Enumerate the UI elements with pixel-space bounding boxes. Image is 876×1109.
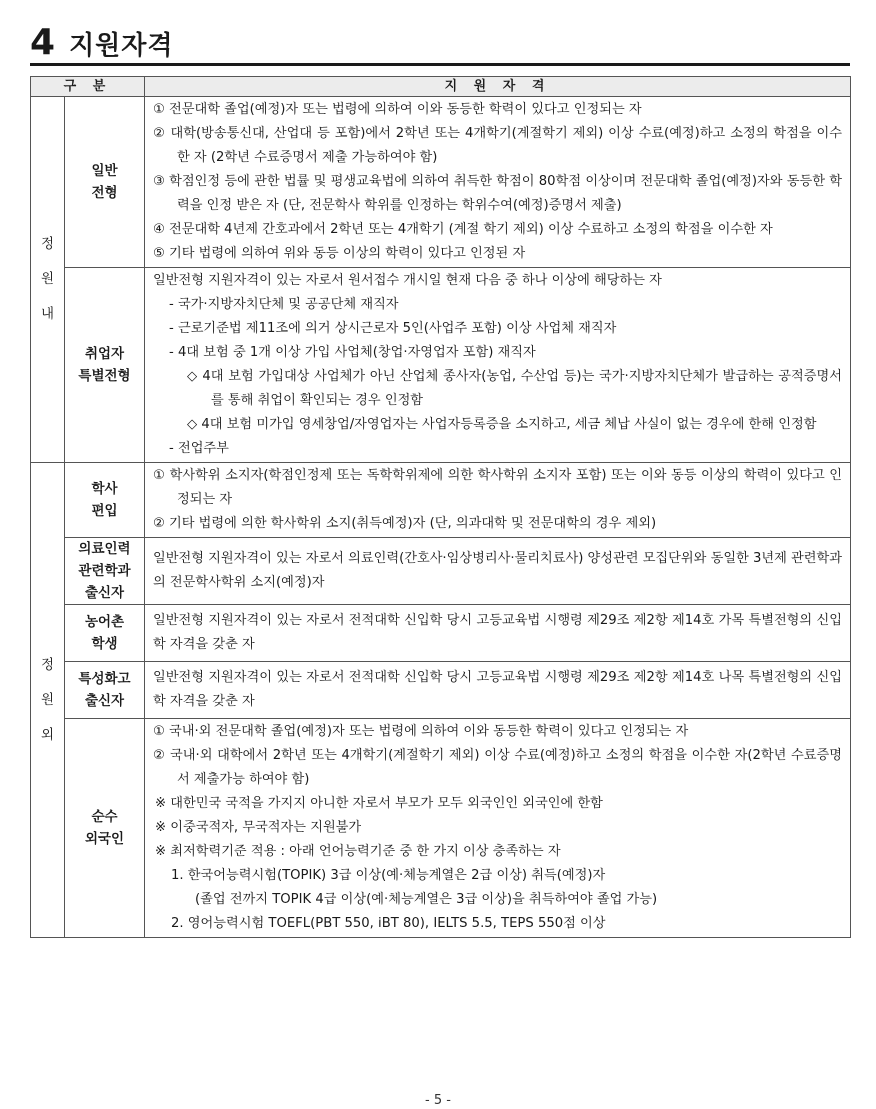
language-item: 1. 한국어능력시험(TOPIK) 3급 이상(예·체능계열은 2급 이상) 취득(예정)자: [171, 868, 606, 883]
table-row-employed: [31, 268, 851, 463]
category-in-quota: 정 원 내: [31, 97, 65, 463]
list-item: - 국가·지방자치단체 및 공공단체 재직자: [169, 297, 399, 312]
type-rural: 농어촌 학생: [65, 605, 145, 662]
list-item: - 4대 보험 중 1개 이상 가입 사업체(창업·자영업자 포함) 재직자: [169, 345, 536, 360]
qualification-table: [30, 76, 851, 938]
list-item: ◇ 4대 보험 가입대상 사업체가 아닌 산업체 종사자(농업, 수산업 등)는 국가·지방자치단체가 발급하는 공적증명서를 통해 취업이 확인되는 경우 인정함: [187, 369, 842, 408]
list-item: ⑤ 기타 법령에 의하여 위와 동등 이상의 학력이 있다고 인정된 자: [153, 246, 526, 261]
section-number: 4: [30, 22, 56, 63]
list-item: - 근로기준법 제11조에 의거 상시근로자 5인(사업주 포함) 이상 사업체 재직자: [169, 321, 617, 336]
list-item: ③ 학점인정 등에 관한 법률 및 평생교육법에 의하여 취득한 학점이 80학점 이상이며 전문대학 졸업(예정)자와 동등한 학력을 인정 받은 자 (단, 전문학사 학위를 인정하는 학위수여(예정)증명서 제출): [153, 174, 842, 213]
table-row-vocational: [31, 662, 851, 719]
category-out-quota: 정 원 외: [31, 463, 65, 938]
type-bachelor-transfer: 학사 편입: [65, 463, 145, 538]
table-row-general: [31, 97, 851, 268]
language-subnote: (졸업 전까지 TOPIK 4급 이상(예·체능계열은 3급 이상)을 취득하여야 졸업 가능): [195, 892, 658, 907]
medical-qualifications: [145, 538, 851, 605]
type-vocational: 특성화고 출신자: [65, 662, 145, 719]
list-item: ① 전문대학 졸업(예정)자 또는 법령에 의하여 이와 동등한 학력이 있다고 인정되는 자: [153, 102, 642, 117]
title-underline: [30, 63, 850, 66]
general-qualifications: [145, 97, 851, 268]
list-item: ① 국내·외 전문대학 졸업(예정)자 또는 법령에 의하여 이와 동등한 학력이 있다고 인정되는 자: [153, 724, 689, 739]
note-item: ※ 이중국적자, 무국적자는 지원불가: [155, 820, 362, 835]
list-item: ◇ 4대 보험 미가입 영세창업/자영업자는 사업자등록증을 소지하고, 세금 체납 사실이 없는 경우에 한해 인정함: [187, 417, 817, 432]
type-medical: 의료인력 관련학과 출신자: [65, 538, 145, 605]
table-row-rural: [31, 605, 851, 662]
section-title: [30, 22, 174, 63]
vocational-qualifications: [145, 662, 851, 719]
rural-qualifications: [145, 605, 851, 662]
header-category: 구 분: [31, 77, 145, 97]
foreigner-qualifications: [145, 719, 851, 938]
page-number: - 5 -: [425, 1093, 451, 1108]
header-qualification: 지 원 자 격: [145, 77, 851, 97]
body-text: 일반전형 지원자격이 있는 자로서 전적대학 신입학 당시 고등교육법 시행령 제29조 제2항 제14호 나목 특별전형의 신입학 자격을 갖춘 자: [153, 670, 842, 709]
note-item: ※ 최저학력기준 적용 : 아래 언어능력기준 중 한 가지 이상 충족하는 자: [155, 844, 561, 859]
table-row-bachelor-transfer: [31, 463, 851, 538]
language-item: 2. 영어능력시험 TOEFL(PBT 550, iBT 80), IELTS 5.5, TEPS 550점 이상: [171, 916, 606, 931]
type-foreigner: 순수 외국인: [65, 719, 145, 938]
bachelor-qualifications: [145, 463, 851, 538]
table-header-row: [31, 77, 851, 97]
list-item: - 전업주부: [169, 441, 229, 456]
type-general: 일반 전형: [65, 97, 145, 268]
list-item: ④ 전문대학 4년제 간호과에서 2학년 또는 4개학기 (계절 학기 제외) 이상 수료하고 소정의 학점을 이수한 자: [153, 222, 773, 237]
body-text: 일반전형 지원자격이 있는 자로서 전적대학 신입학 당시 고등교육법 시행령 제29조 제2항 제14호 가목 특별전형의 신입학 자격을 갖춘 자: [153, 613, 842, 652]
employed-qualifications: [145, 268, 851, 463]
list-item: ② 대학(방송통신대, 산업대 등 포함)에서 2학년 또는 4개학기(계절학기 제외) 이상 수료(예정)하고 소정의 학점을 이수한 자 (2학년 수료증명서 제출 가능하여야 함): [153, 126, 842, 165]
intro-text: 일반전형 지원자격이 있는 자로서 원서접수 개시일 현재 다음 중 하나 이상에 해당하는 자: [153, 273, 662, 288]
list-item: ② 국내·외 대학에서 2학년 또는 4개학기(계절학기 제외) 이상 수료(예정)하고 소정의 학점을 이수한 자(2학년 수료증명서 제출가능 하여야 함): [153, 748, 842, 787]
type-employed: 취업자 특별전형: [65, 268, 145, 463]
list-item: ② 기타 법령에 의한 학사학위 소지(취득예정)자 (단, 의과대학 및 전문대학의 경우 제외): [153, 516, 657, 531]
body-text: 일반전형 지원자격이 있는 자로서 의료인력(간호사·임상병리사·물리치료사) 양성관련 모집단위와 동일한 3년제 관련학과의 전문학사학위 소지(예정)자: [153, 551, 843, 590]
note-item: ※ 대한민국 국적을 가지지 아니한 자로서 부모가 모두 외국인인 외국인에 한함: [155, 796, 603, 811]
section-heading: 지원자격: [69, 31, 174, 61]
list-item: ① 학사학위 소지자(학점인정제 또는 독학학위제에 의한 학사학위 소지자 포함) 또는 이와 동등 이상의 학력이 있다고 인정되는 자: [153, 468, 842, 507]
table-row-medical: [31, 538, 851, 605]
table-row-foreigner: [31, 719, 851, 938]
